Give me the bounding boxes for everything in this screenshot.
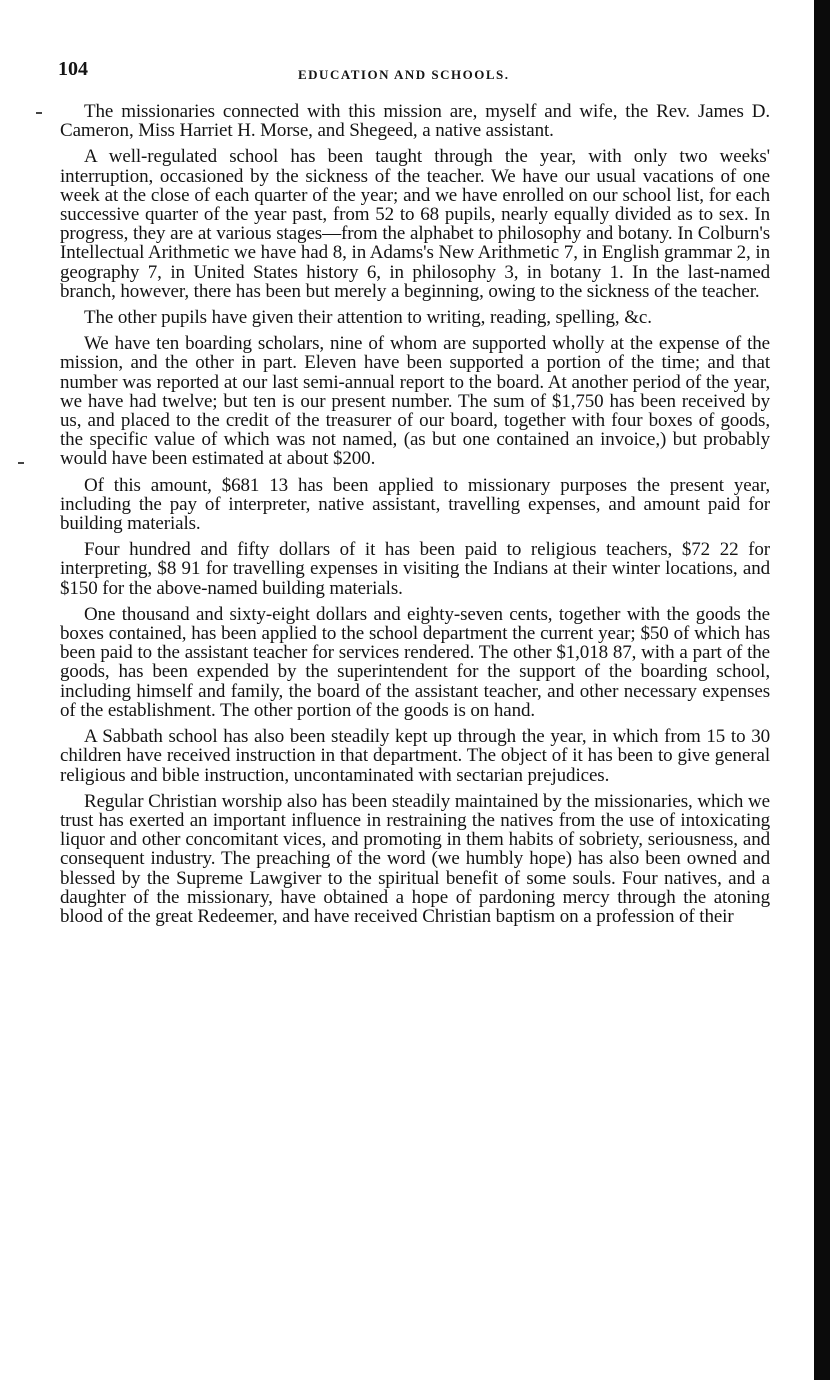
page-edge-shadow bbox=[814, 0, 830, 1380]
paragraph-missionaries: The missionaries connected with this mission are, myself and wife, the Rev. James D. Cameron, Miss Harriet H. Morse, and Shegeed, a native assistant. bbox=[60, 101, 770, 142]
paragraph-school: A well-regulated school has been taught through the year, with only two weeks' interruption, occasioned by the sickness of the teacher. We have our usual vacations of one week at the close of each quarter of the year; and we have enrolled on our school list, for each successive quarter of the year past, from 52 to 68 pupils, nearly equally divided as to sex. In progress, they are at various stages—from the alphabet to philosophy and botany. In Colburn's Intellectual Arithmetic we have had 8, in Adams's New Arithmetic 7, in English grammar 2, in geography 7, in United States history 6, in philosophy 3, in botany 1. In the last-named branch, however, there has been but merely a beginning, owing to the sickness of the teacher. bbox=[60, 146, 770, 302]
running-head: EDUCATION AND SCHOOLS. bbox=[298, 67, 510, 82]
paragraph-religious-teachers: Four hundred and fifty dollars of it has been paid to religious teachers, $72 22 for interpreting, $8 91 for travelling expenses in visiting the Indians at their winter locations, and $150 for the above-named building materials. bbox=[60, 539, 770, 599]
margin-mark bbox=[36, 112, 42, 114]
paragraph-amount-applied: Of this amount, $681 13 has been applied to missionary purposes the present year, including the pay of interpreter, native assistant, travelling expenses, and amount paid for building materials. bbox=[60, 474, 770, 535]
paragraph-school-department: One thousand and sixty-eight dollars and eighty-seven cents, together with the goods the boxes contained, has been applied to the school department the current year; $50 of which has been paid to the assistant teacher for services rendered. The other $1,018 87, with a part of the goods, has been expended by the superintendent for the support of the boarding school, including himself and family, the board of the assistant teacher, and other necessary expenses of the establishment. The other portion of the goods is on hand. bbox=[60, 603, 770, 721]
page-number: 104 bbox=[58, 58, 88, 80]
page-header bbox=[58, 58, 774, 88]
paragraph-sabbath-school: A Sabbath school has also been steadily kept up through the year, in which from 15 to 30 children have received instruction in that department. The object of it has been to give general religious and bible instruction, uncontaminated with sectarian prejudices. bbox=[60, 726, 770, 786]
body-text bbox=[60, 102, 770, 933]
paragraph-other-pupils: The other pupils have given their attention to writing, reading, spelling, &c. bbox=[84, 307, 652, 329]
paragraph-christian-worship: Regular Christian worship also has been steadily maintained by the missionaries, which we trust has exerted an important influence in restraining the natives from the use of intoxicating liquor and other concomitant vices, and promoting in them habits of sobriety, seriousness, and consequent industry. The preaching of the word (we humbly hope) has also been owned and blessed by the Supreme Lawgiver to the spiritual benefit of some souls. Four natives, and a daughter of the missionary, have obtained a hope of pardoning mercy through the atoning blood of the great Redeemer, and have received Christian baptism on a profession of their bbox=[60, 790, 770, 927]
margin-mark bbox=[18, 462, 24, 464]
paragraph-boarding-scholars: We have ten boarding scholars, nine of whom are supported wholly at the expense of the mission, and the other in part. Eleven have been supported a portion of the time; and that number was reported at our last semi-annual report to the board. At another period of the year, we have had twelve; but ten is our present number. The sum of $1,750 has been received by us, and placed to the credit of the treasurer of our board, together with four boxes of goods, the specific value of which was not named, (as but one contained an invoice,) but probably would have been estimated at about $200. bbox=[60, 333, 770, 470]
